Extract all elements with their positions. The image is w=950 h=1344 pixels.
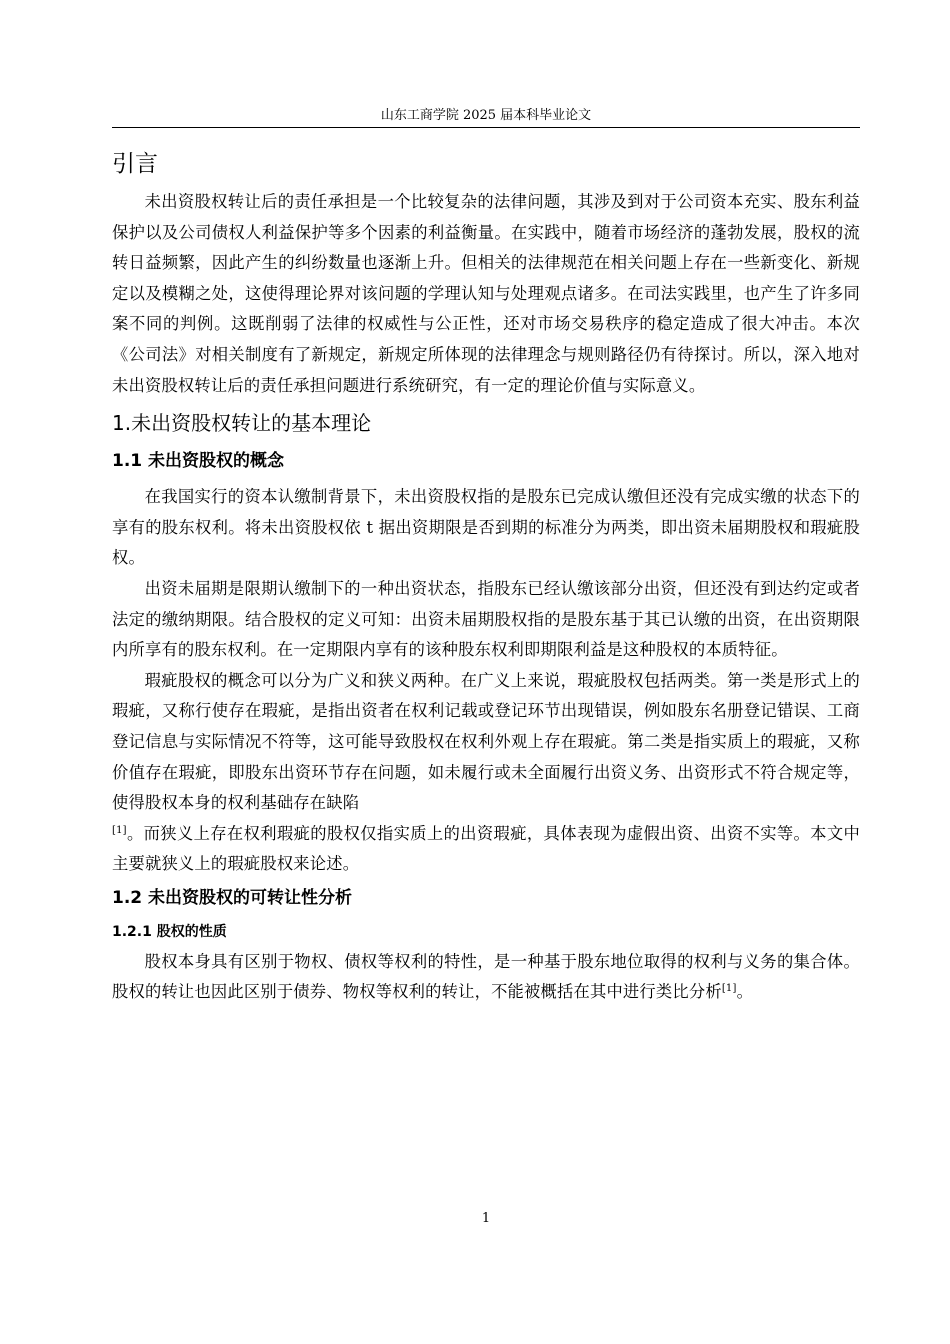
paragraph-text: 。而狭义上存在权利瑕疵的股权仅指实质上的出资瑕疵，具体表现为虚假出资、出资不实等。本文中主要就狭义上的瑕疵股权来论述。 [112, 823, 860, 874]
citation-ref: [1] [721, 983, 737, 995]
chapter-1-heading: 1.未出资股权转让的基本理论 [112, 411, 372, 436]
section-1-1-paragraph-3 [112, 666, 860, 880]
page-content [112, 147, 860, 1008]
paragraph-text: 。 [736, 982, 754, 1002]
citation-ref: [1] [112, 824, 127, 836]
paragraph-text: 股权本身具有区别于物权、债权等权利的特性，是一种基于股东地位取得的权利与义务的集合体。股权的转让也因此区别于债券、物权等权利的转让，不能被概括在其中进行类比分析 [112, 951, 860, 1002]
section-1-1-heading: 1.1 未出资股权的概念 [112, 451, 285, 472]
intro-heading: 引言 [112, 151, 158, 177]
page-number: 1 [481, 1211, 491, 1226]
section-1-1-paragraph-2: 出资未届期是限期认缴制下的一种出资状态，指股东已经认缴该部分出资，但还没有到达约定或者法定的缴纳期限。结合股权的定义可知：出资未届期股权指的是股东基于其已认缴的出资，在出资期限内所享有的股东权利。在一定期限内享有的该种股东权利即期限利益是这种股权的本质特征。 [112, 578, 860, 660]
section-1-1-paragraph-1: 在我国实行的资本认缴制背景下，未出资股权指的是股东已完成认缴但还没有完成实缴的状态下的享有的股东权利。将未出资股权依 t 据出资期限是否到期的标准分为两类，即出资未届期股权和瑕疵股权。 [112, 487, 860, 568]
paragraph-text: 瑕疵股权的概念可以分为广义和狭义两种。在广义上来说，瑕疵股权包括两类。第一类是形式上的瑕疵，又称行使存在瑕疵，是指出资者在权利记载或登记环节出现错误，例如股东名册登记错误、工商登记信息与实际情况不符等，这可能导致股权在权利外观上存在瑕疵。第二类是指实质上的瑕疵，又称价值存在瑕疵，即股东出资环节存在问题，如未履行或未全面履行出资义务、出资形式不符合规定等，使得股权本身的权利基础存在缺陷 [112, 670, 860, 813]
header-rule [112, 127, 860, 128]
section-1-2-heading: 1.2 未出资股权的可转让性分析 [112, 887, 353, 908]
section-1-2-1-heading: 1.2.1 股权的性质 [112, 923, 227, 940]
intro-paragraph: 未出资股权转让后的责任承担是一个比较复杂的法律问题，其涉及到对于公司资本充实、股东利益保护以及公司债权人利益保护等多个因素的利益衡量。在实践中，随着市场经济的蓬勃发展，股权的流转日益频繁，因此产生的纠纷数量也逐渐上升。但相关的法律规范在相关问题上存在一些新变化、新规定以及模糊之处，这使得理论界对该问题的学理认知与处理观点诸多。在司法实践里，也产生了许多同案不同的判例。这既削弱了法律的权威性与公正性，还对市场交易秩序的稳定造成了很大冲击。本次《公司法》对相关制度有了新规定，新规定所体现的法律理念与规则路径仍有待探讨。所以，深入地对未出资股权转让后的责任承担问题进行系统研究，有一定的理论价值与实际意义。 [112, 192, 860, 395]
running-header: 山东工商学院 2025 届本科毕业论文 [380, 108, 592, 123]
section-1-2-1-paragraph [112, 947, 860, 1008]
